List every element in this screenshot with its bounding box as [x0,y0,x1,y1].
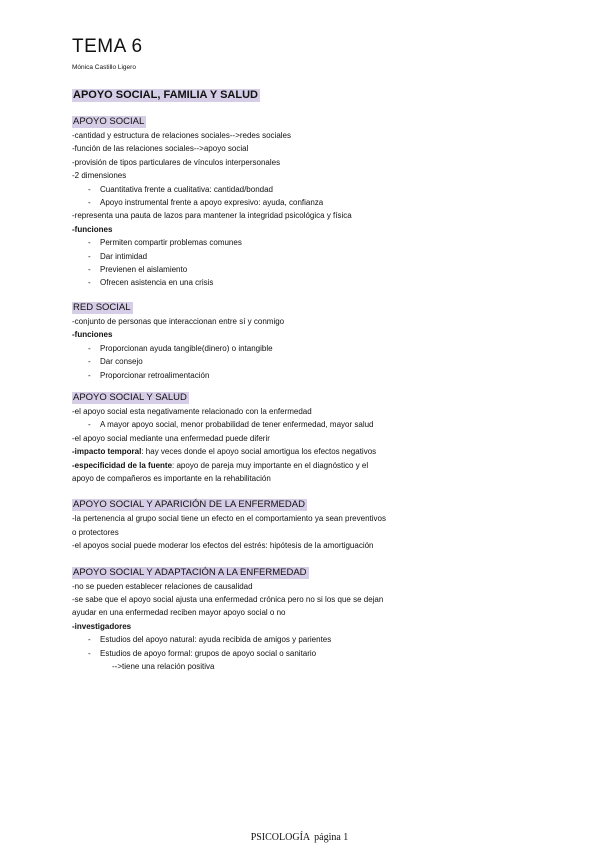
section-red-social [72,302,392,382]
text-line: -2 dimensiones [72,171,127,181]
text-line: -función de las relaciones sociales-->apoyo social [72,144,249,154]
section-heading: APOYO SOCIAL Y SALUD [73,391,187,403]
text-line: -el apoyo social esta negativamente relacionado con la enfermedad [72,406,312,416]
section-heading: APOYO SOCIAL [73,116,145,127]
list-item: - A mayor apoyo social, menor probabilidad de tener enfermedad, mayor salud [88,418,392,431]
list-item: - Permiten compartir problemas comunes [88,236,392,249]
footer-page-label: página 1 [314,832,349,843]
section-adaptacion-enfermedad [72,567,392,674]
section-apoyo-social [72,116,392,290]
text-line: -cantidad y estructura de relaciones sociales-->redes sociales [72,131,291,140]
list-item: - Cuantitativa frente a cualitativa: cantidad/bondad [88,183,392,196]
funciones-label: -funciones [72,224,113,234]
funciones-label: -funciones [72,330,113,340]
main-heading: APOYO SOCIAL, FAMILIA Y SALUD [73,89,258,101]
bold-term: -impacto temporal [72,447,142,457]
text-line: -no se pueden establecer relaciones de causalidad [72,581,253,591]
bold-term: -especificidad de la fuente [72,460,173,470]
text-line: -el apoyo social mediante una enfermedad puede diferir [72,433,270,443]
list-item: - Apoyo instrumental frente a apoyo expresivo: ayuda, confianza [88,196,392,209]
text-line: -la pertenencia al grupo social tiene un efecto en el comportamiento ya sean preventivos o protectores [72,514,386,537]
term-description: : hay veces donde el apoyo social amortigua los efectos negativos [141,447,377,457]
text-line: -el apoyos social puede moderar los efectos del estrés: hipótesis de la amortiguación [72,541,374,551]
author-name: Mónica Castillo Ligero [72,64,136,71]
text-line: -se sabe que el apoyo social ajusta una enfermedad crónica pero no si los que se dejan ayudar en una enfermedad reciben mayor apoyo social o no [72,594,384,618]
list-item: - Estudios de apoyo formal: grupos de apoyo social o sanitario [88,647,392,660]
text-line: -representa una pauta de lazos para mantener la integridad psicológica y física [72,211,352,221]
section-apoyo-social-y-salud [72,392,392,485]
text-line [72,445,392,458]
document-title: TEMA 6 [72,36,143,57]
term-description: : apoyo de pareja muy importante en el diagnóstico y el apoyo de compañeros es importante en la rehabilitación [72,460,369,483]
dimension-list [72,183,392,210]
list-item: - Estudios del apoyo natural: ayuda recibida de amigos y parientes [88,633,392,646]
investigadores-label: -investigadores [72,621,132,631]
section-heading: APOYO SOCIAL Y ADAPTACIÓN A LA ENFERMEDAD [73,566,307,578]
section-heading: APOYO SOCIAL Y APARICIÓN DE LA ENFERMEDAD [73,499,305,511]
list-item: - Previenen el aislamiento [88,263,392,276]
page-footer [0,832,599,843]
section-heading: RED SOCIAL [73,301,131,313]
document-page [72,36,392,673]
list-item: - Ofrecen asistencia en una crisis [88,276,392,289]
text-line [72,459,392,486]
sub-note: -->tiene una relación positiva [112,662,215,671]
footer-subject: PSICOLOGÍA [250,832,311,843]
text-line: -conjunto de personas que interaccionan entre sí y conmigo [72,316,285,326]
list-item: - Proporcionan ayuda tangible(dinero) o intangible [88,342,392,355]
funciones-list [72,236,392,290]
section-aparicion-enfermedad [72,499,392,552]
funciones-list [72,342,392,382]
list-item: - Proporcionar retroalimentación [88,369,392,382]
text-line: -provisión de tipos particulares de vínculos interpersonales [72,157,281,167]
bullet-list [72,418,392,431]
list-item: - Dar intimidad [88,250,392,263]
list-item: - Dar consejo [88,355,392,368]
bullet-list [72,633,392,660]
